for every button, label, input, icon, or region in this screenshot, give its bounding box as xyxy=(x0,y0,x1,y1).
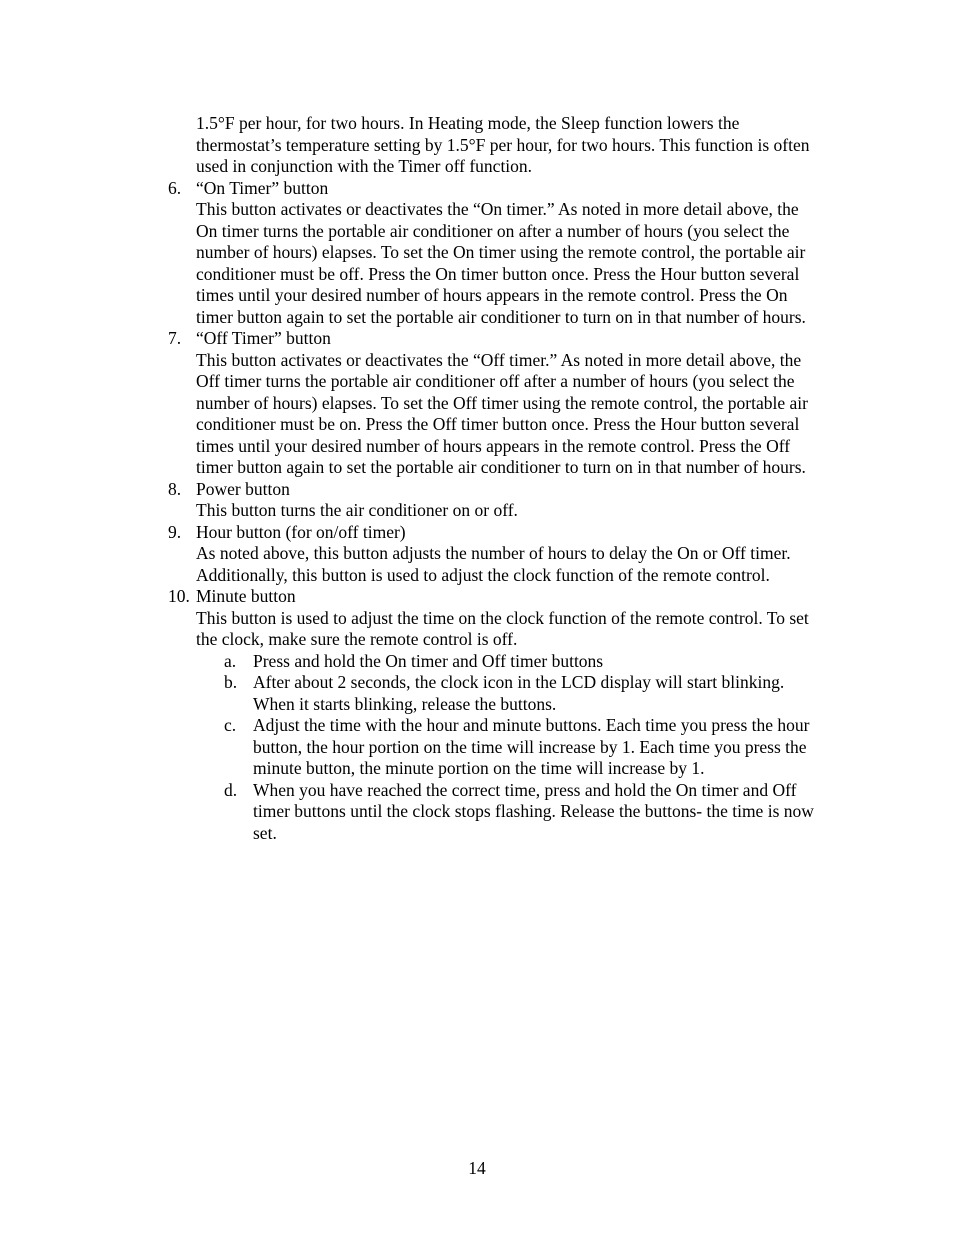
sublist-item-letter: d. xyxy=(224,779,238,800)
sublist-item-letter: c. xyxy=(224,715,237,735)
list-item-description: This button activates or deactivates the “On timer.” As noted in more detail above, the On timer turns the portable air conditioner on after a number of hours (you select the number of hours) elapses. To set the On timer using the remote control, the portable air conditioner must be off. Press the On timer button once. Press the Hour button several times until your desired number of hours appears in the remote control. Press the On timer button again to set the portable air conditioner to turn on in that number of hours. xyxy=(196,199,806,327)
list-item-number: 8. xyxy=(168,478,182,499)
list-item-description: This button activates or deactivates the “Off timer.” As noted in more detail above, the Off timer turns the portable air conditioner off after a number of hours (you select the number of hours) elapses. To set the Off timer using the remote control, the portable air conditioner must be on. Press the Off timer button once. Press the Hour button several times until your desired number of hours appears in the remote control. Press the Off timer button again to set the portable air conditioner to turn on in that number of hours. xyxy=(196,349,808,477)
list-item-hour xyxy=(168,522,828,587)
list-item-description: This button is used to adjust the time on the clock function of the remote control. To set the clock, make sure the remote control is off. xyxy=(196,607,809,649)
sublist-item-text: Adjust the time with the hour and minute buttons. Each time you press the hour button, the hour portion on the time will increase by 1. Each time you press the minute button, the minute portion on the time will increase by 1. xyxy=(253,715,810,778)
sublist-item-text: After about 2 seconds, the clock icon in the LCD display will start blinking. When it starts blinking, release the buttons. xyxy=(253,672,785,714)
list-item-on-timer xyxy=(168,178,828,329)
list-item-title: Power button xyxy=(196,478,290,499)
sublist-item-letter: a. xyxy=(224,650,237,671)
list-item-title: Hour button (for on/off timer) xyxy=(196,521,406,542)
sublist-item-text: When you have reached the correct time, press and hold the On timer and Off timer buttons until the clock stops flashing. Release the buttons- the time is now set. xyxy=(253,779,814,843)
list-item-number: 9. xyxy=(168,521,182,542)
sublist-item xyxy=(196,715,823,780)
list-item-off-timer xyxy=(168,328,828,479)
list-item-title: “Off Timer” button xyxy=(196,328,331,348)
list-item-number: 10. xyxy=(168,586,190,606)
page-number: 14 xyxy=(468,1158,486,1178)
continuation-paragraph: 1.5°F per hour, for two hours. In Heating mode, the Sleep function lowers the thermostat’s temperature setting by 1.5°F per hour, for two hours. This function is often used in conjunction with the Timer off function. xyxy=(196,113,810,176)
list-item-number: 6. xyxy=(168,177,182,198)
clock-setting-steps xyxy=(168,651,828,845)
sublist-item xyxy=(196,651,823,673)
sublist-item xyxy=(196,780,823,845)
sublist-item-letter: b. xyxy=(224,672,238,692)
list-item-description: This button turns the air conditioner on or off. xyxy=(196,500,518,520)
list-item-description: As noted above, this button adjusts the number of hours to delay the On or Off timer. Additionally, this button is used to adjust the clock function of the remote control. xyxy=(196,543,791,585)
list-item-title: “On Timer” button xyxy=(196,177,329,198)
list-item-power xyxy=(168,479,828,522)
sublist-item xyxy=(196,672,823,715)
sublist-item-text: Press and hold the On timer and Off timer buttons xyxy=(253,650,604,671)
list-item-title: Minute button xyxy=(196,586,296,606)
list-item-minute xyxy=(168,586,828,651)
list-item-number: 7. xyxy=(168,328,182,348)
document-body xyxy=(168,113,828,844)
